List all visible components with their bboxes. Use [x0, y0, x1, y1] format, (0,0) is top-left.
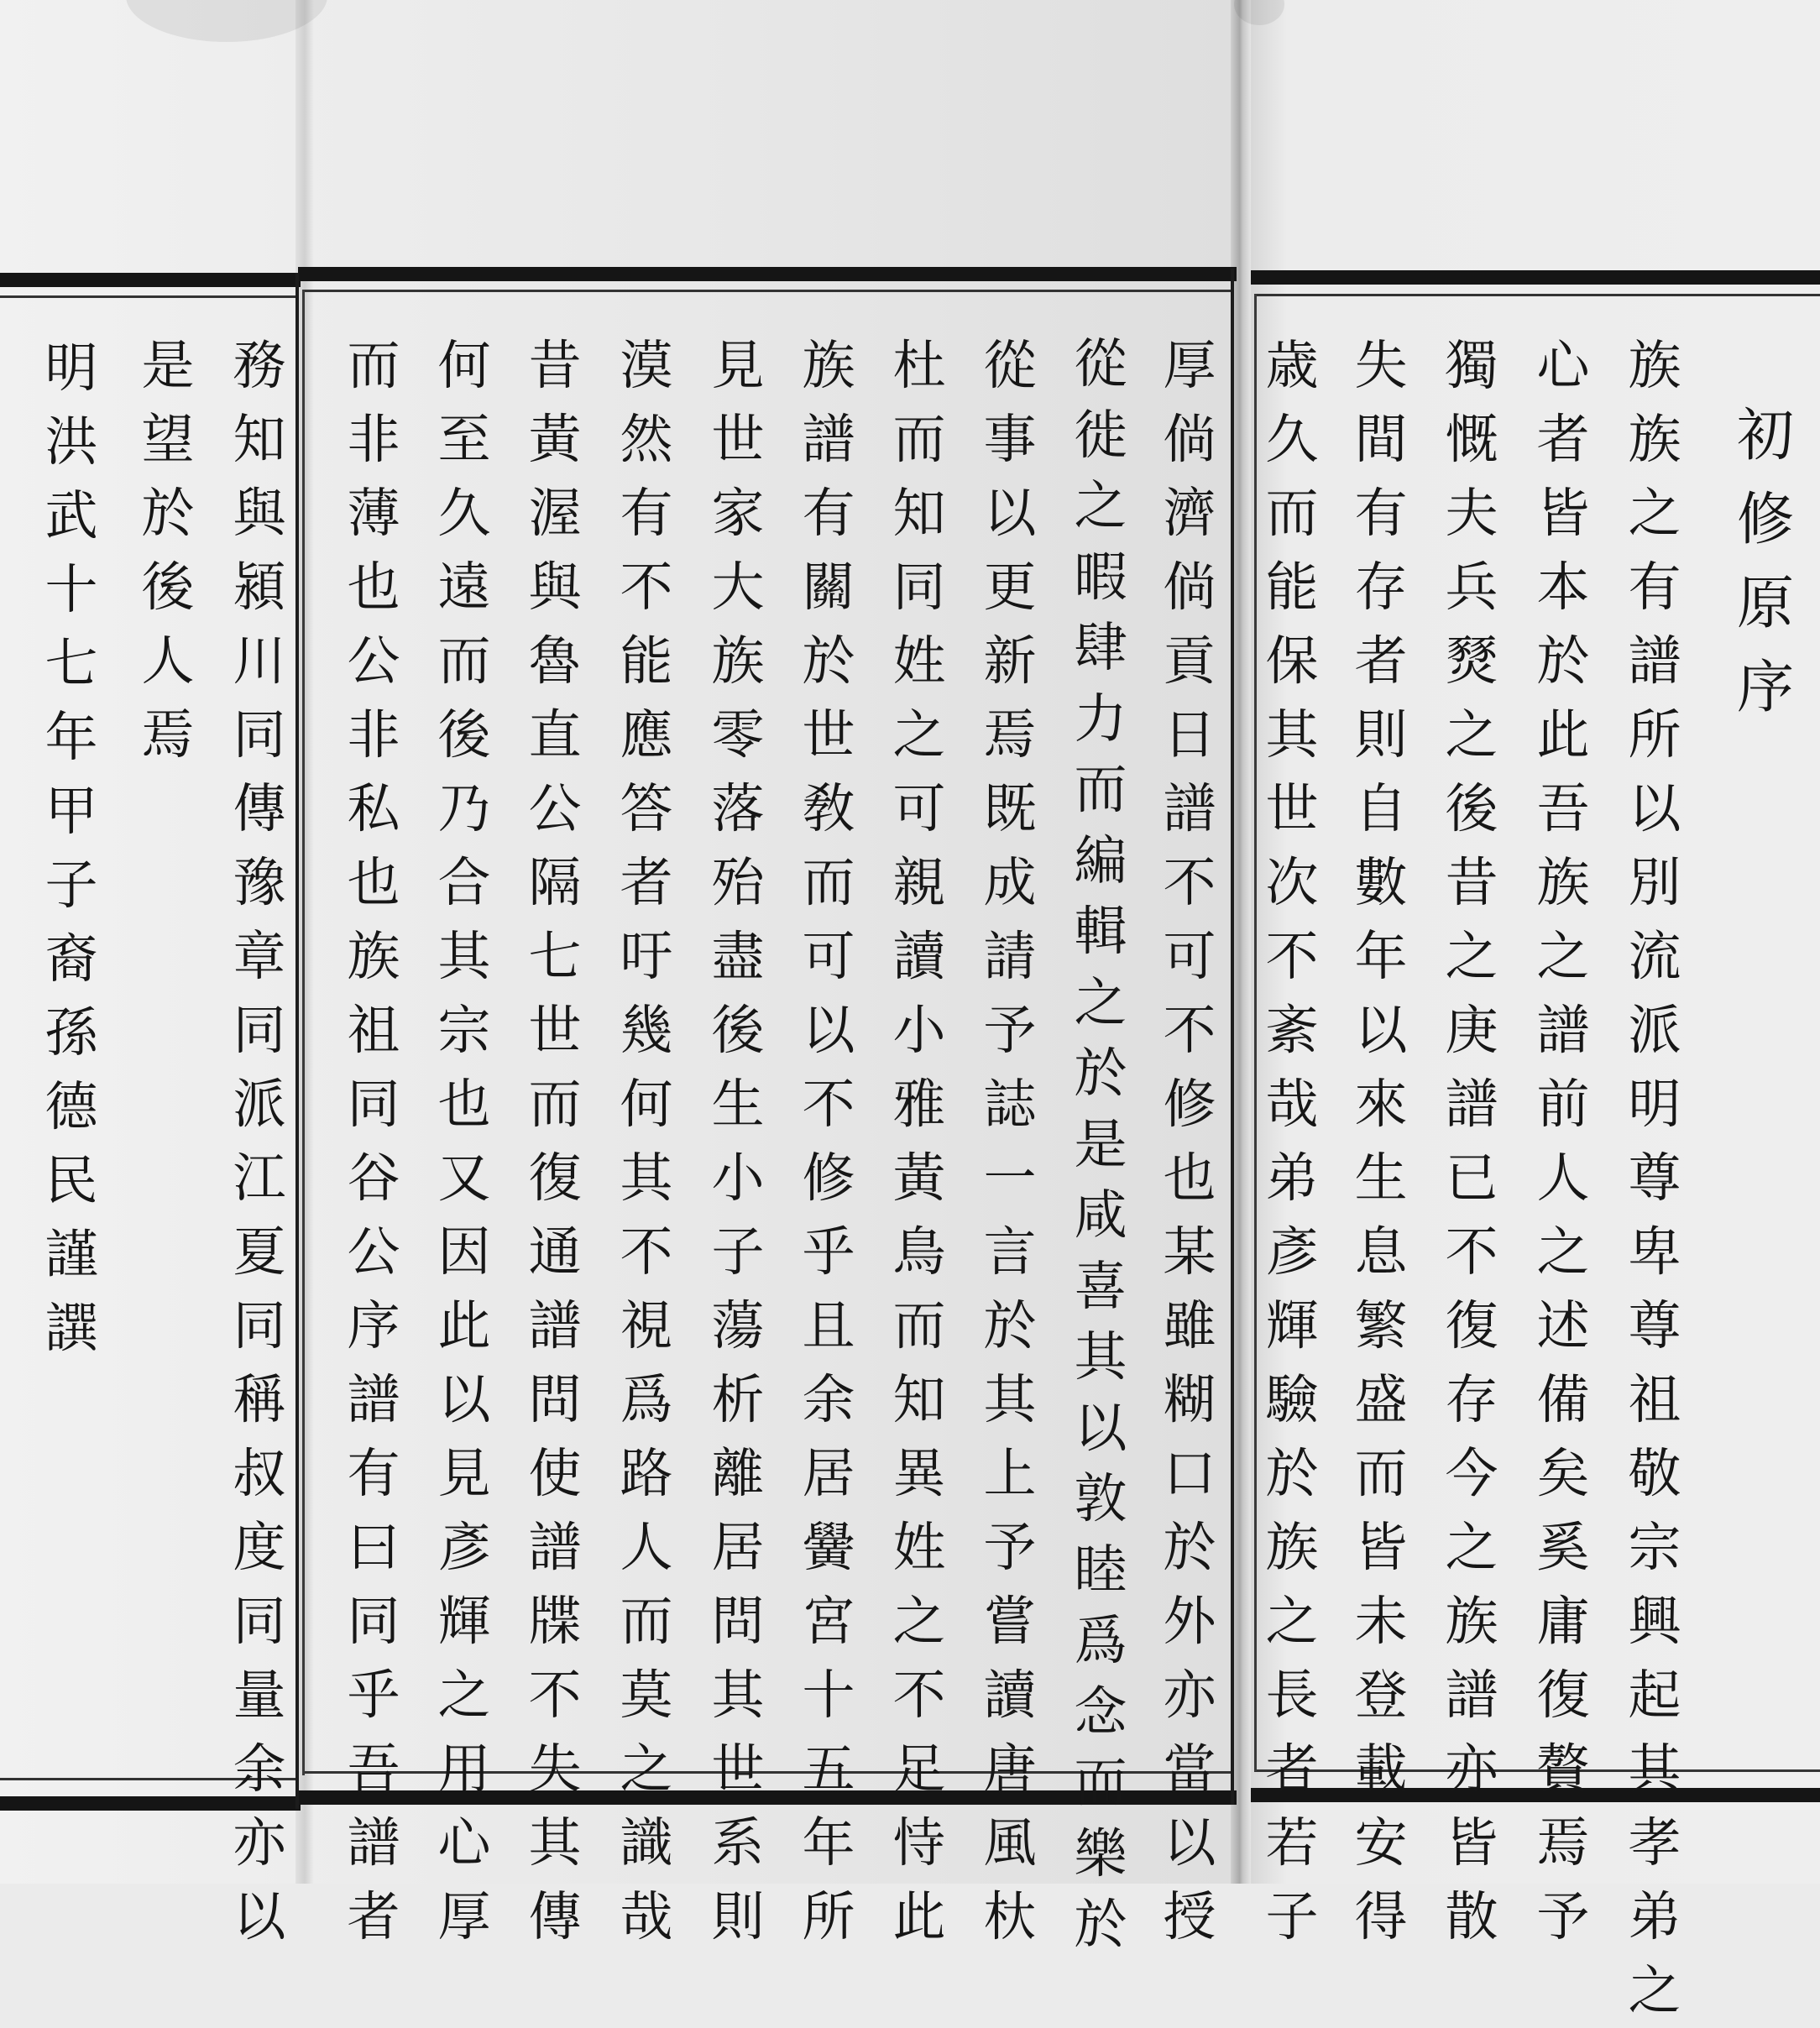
text-column-m6: 見 世 家 大 族 零 落 殆 盡 後 生 小 子 蕩 析 離 居 問 其 世 系 則 [711, 335, 765, 1947]
text-column-m10: 而 非 薄 也 公 非 私 也 族 祖 同 谷 公 序 譜 有 曰 同 乎 吾 譜 者 [347, 335, 400, 1947]
frame-top-bar-right [1251, 270, 1820, 285]
inner-rule-top-left [0, 295, 295, 298]
text-column-m2: 從 徙 之 暇 肆 力 而 編 輯 之 於 是 咸 喜 其 以 敦 睦 爲 念 而 樂 於 [1074, 333, 1127, 1955]
text-column-l2: 是 望 於 後 人 焉 [141, 335, 195, 766]
text-column-m4: 杜 而 知 同 姓 之 可 親 讀 小 雅 黃 鳥 而 知 異 姓 之 不 足 恃 此 [892, 335, 946, 1947]
text-column-m3: 從 事 以 更 新 焉 既 成 請 予 誌 一 言 於 其 上 予 嘗 讀 唐 風 杕 [983, 335, 1037, 1947]
frame-top-bar-left [0, 273, 301, 287]
frame-vertical-inner-left [302, 290, 305, 1775]
frame-top-bar-middle [298, 267, 1237, 281]
text-column-r2: 心 者 皆 本 於 此 吾 族 之 譜 前 人 之 述 備 矣 奚 庸 復 贅 焉 予 [1536, 335, 1590, 1947]
inner-rule-top-right [1254, 294, 1820, 296]
text-column-m5: 族 譜 有 關 於 世 敎 而 可 以 不 修 乎 且 余 居 黌 宮 十 五 年 所 [802, 335, 855, 1947]
frame-vertical-middle-right [1231, 269, 1234, 1805]
text-column-r5: 歳 久 而 能 保 其 世 次 不 紊 哉 弟 彥 輝 驗 於 族 之 長 者 若 子 [1265, 335, 1319, 1947]
signature-column: 明 洪 武 十 七 年 甲 子 裔 孫 德 民 謹 譔 [44, 337, 98, 1359]
text-column-m9: 何 至 久 遠 而 後 乃 合 其 宗 也 又 因 此 以 見 彥 輝 之 用 心 厚 [437, 335, 491, 1947]
preface-title: 初 修 原 序 [1736, 403, 1794, 721]
text-column-l1: 務 知 與 潁 川 同 傳 豫 章 同 派 江 夏 同 稱 叔 度 同 量 余 亦 以 [233, 335, 286, 1947]
text-column-r1: 族 族 之 有 譜 所 以 別 流 派 明 尊 卑 尊 祖 敬 宗 興 起 其 孝 弟 之 [1628, 335, 1681, 2021]
text-column-m7: 漠 然 有 不 能 應 答 者 吁 幾 何 其 不 視 爲 路 人 而 莫 之 識 哉 [620, 335, 673, 1947]
text-column-m8: 昔 黃 渥 與 魯 直 公 隔 七 世 而 復 通 譜 問 使 譜 牒 不 失 其 傳 [528, 335, 582, 1947]
text-column-r3: 獨 慨 夫 兵 燹 之 後 昔 之 庚 譜 已 不 復 存 今 之 族 譜 亦 皆 散 [1445, 335, 1498, 1947]
text-column-m1: 厚 倘 濟 倘 貢 日 譜 不 可 不 修 也 某 雖 糊 口 於 外 亦 當 以 授 [1163, 335, 1216, 1947]
text-column-r4: 失 間 有 存 者 則 自 數 年 以 來 生 息 繁 盛 而 皆 未 登 載 安 得 [1354, 335, 1408, 1947]
inner-rule-top-middle [302, 290, 1232, 292]
